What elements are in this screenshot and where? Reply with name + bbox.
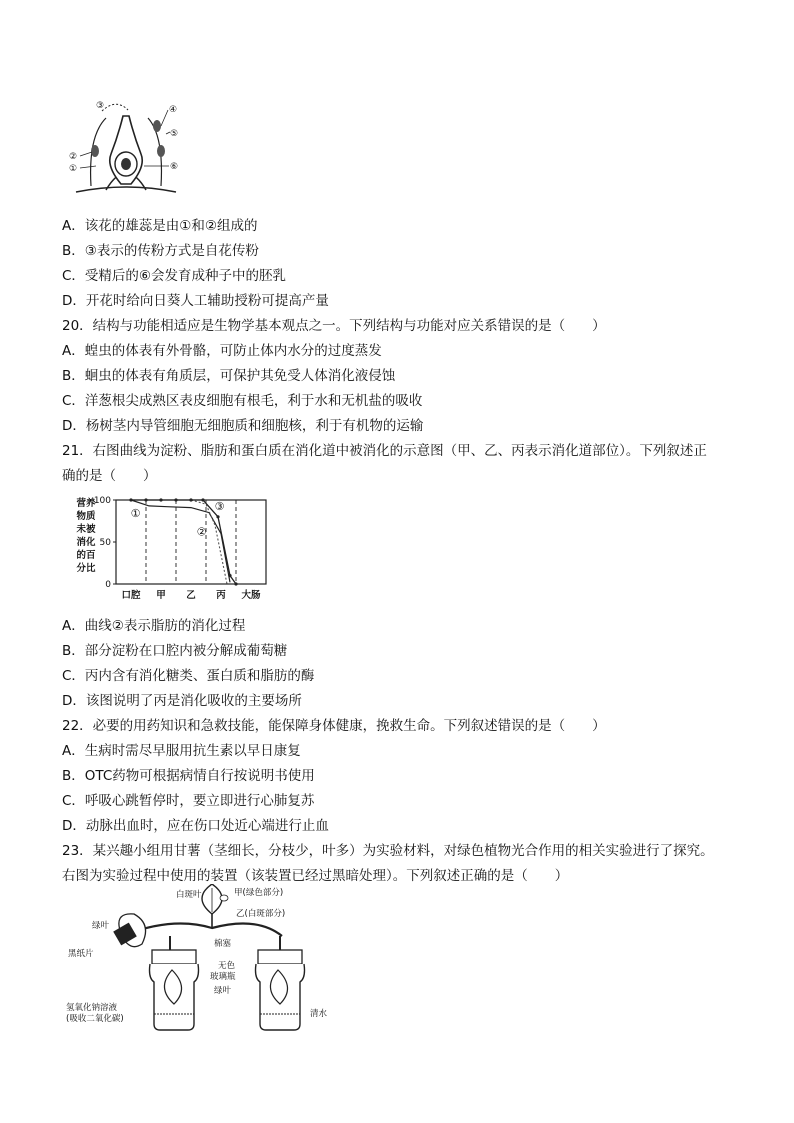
q20-stem: 20．结构与功能相适应是生物学基本观点之一。下列结构与功能对应关系错误的是（ ） [62, 318, 606, 334]
q19-option-b: B．③表示的传粉方式是自花传粉 [62, 243, 259, 259]
x-category-label: 口腔 [121, 590, 141, 601]
q19-option-d: D．开花时给向日葵人工辅助授粉可提高产量 [62, 293, 329, 309]
curve-label: ③ [214, 500, 225, 514]
label-qingshui: 清水 [310, 1009, 328, 1019]
q21-option-d: D．该图说明了丙是消化吸收的主要场所 [62, 693, 302, 709]
flower-label-2: ② [69, 152, 78, 162]
label-lvye-mid: 绿叶 [214, 986, 232, 996]
q21-stem-line2: 确的是（ ） [62, 468, 157, 484]
series-point [189, 498, 192, 501]
x-category-label: 甲 [156, 590, 166, 601]
q21-option-a: A．曲线②表示脂肪的消化过程 [62, 618, 246, 634]
q22-stem: 22．必要的用药知识和急救技能，能保障身体健康，挽救生命。下列叙述错误的是（ ） [62, 718, 606, 734]
series-point [228, 574, 231, 577]
y-axis-label: 消化 [76, 537, 96, 548]
q23-stem-line2: 右图为实验过程中使用的装置（该装置已经过黑暗处理）。下列叙述正确的是（ ） [62, 868, 569, 884]
flower-diagram [66, 96, 186, 200]
y-tick-label: 50 [99, 538, 111, 548]
q20-option-a: A．蝗虫的体表有外骨骼，可防止体内水分的过度蒸发 [62, 343, 382, 359]
x-category-label: 乙 [186, 590, 196, 601]
label-miansai: 棉塞 [214, 939, 232, 949]
x-category-label: 丙 [216, 590, 226, 601]
label-baiban: 白斑叶 [176, 890, 202, 900]
q22-option-d: D．动脉出血时，应在伤口处近心端进行止血 [62, 818, 329, 834]
y-axis-label: 的百 [76, 550, 96, 561]
series-line-2 [131, 500, 227, 584]
series-point [201, 498, 204, 501]
q19-option-a: A．该花的雄蕊是由①和②组成的 [62, 218, 258, 234]
curve-label: ① [130, 506, 141, 520]
label-jia: 甲(绿色部分) [234, 888, 284, 898]
label-heizhipian: 黑纸片 [68, 949, 94, 959]
y-axis-label: 未被 [76, 524, 96, 535]
label-boliping: 玻璃瓶 [210, 972, 236, 982]
curve-label: ② [196, 525, 207, 539]
flower-label-1: ① [69, 164, 78, 174]
series-point [216, 515, 219, 518]
x-category-label: 大肠 [241, 590, 261, 601]
q21-option-c: C．丙内含有消化糖类、蛋白质和脂肪的酶 [62, 668, 315, 684]
q22-option-a: A．生病时需尽早服用抗生素以早日康复 [62, 743, 301, 759]
q21-option-b: B．部分淀粉在口腔内被分解成葡萄糖 [62, 643, 288, 659]
q20-option-b: B．蛔虫的体表有角质层，可保护其免受人体消化液侵蚀 [62, 368, 396, 384]
flower-label-5: ⑤ [170, 129, 179, 139]
flower-label-3: ③ [96, 101, 105, 111]
q22-option-c: C．呼吸心跳暂停时，要立即进行心肺复苏 [62, 793, 315, 809]
series-point [234, 582, 237, 585]
q22-option-b: B．OTC药物可根据病情自行按说明书使用 [62, 768, 315, 784]
series-point [129, 498, 132, 501]
y-tick-label: 100 [93, 496, 111, 506]
flower-label-6: ⑥ [170, 162, 179, 172]
q20-option-d: D．杨树茎内导管细胞无细胞质和细胞核，利于有机物的运输 [62, 418, 424, 434]
label-naoh2: (吸收二氧化碳) [66, 1014, 124, 1024]
series-point [144, 498, 147, 501]
digestion-chart [66, 490, 276, 606]
q20-option-c: C．洋葱根尖成熟区表皮细胞有根毛，利于水和无机盐的吸收 [62, 393, 423, 409]
y-axis-label: 分比 [76, 563, 96, 574]
label-yi: 乙(白斑部分) [236, 909, 286, 919]
label-naoh1: 氢氧化钠溶液 [66, 1003, 118, 1013]
y-tick-label: 0 [105, 580, 111, 590]
y-axis-label: 物质 [76, 511, 96, 522]
q21-stem-line1: 21．右图曲线为淀粉、脂肪和蛋白质在消化道中被消化的示意图（甲、乙、丙表示消化道部位）。下列叙述正 [62, 443, 707, 459]
y-axis-label: 营养 [76, 498, 96, 509]
q19-option-c: C．受精后的⑥会发育成种子中的胚乳 [62, 268, 287, 284]
series-point [159, 498, 162, 501]
label-wuse: 无色 [218, 961, 236, 971]
photosynthesis-apparatus [62, 884, 352, 1034]
q23-stem-line1: 23．某兴趣小组用甘薯（茎细长，分枝少，叶多）为实验材料，对绿色植物光合作用的相关实验进行了探究。 [62, 843, 714, 859]
flower-label-4: ④ [169, 105, 178, 115]
label-lvye-top: 绿叶 [92, 921, 110, 931]
series-point [174, 498, 177, 501]
